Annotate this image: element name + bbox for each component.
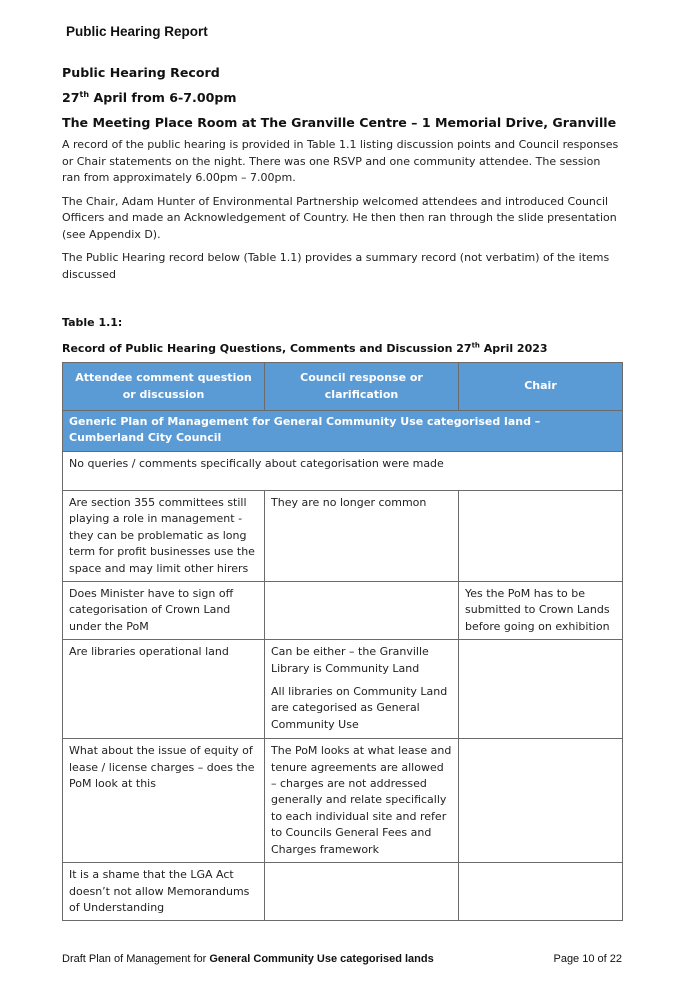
- table-caption-suffix: th: [471, 341, 480, 350]
- chair-cell: [459, 739, 623, 863]
- table-row: [63, 640, 623, 739]
- table-section-row: [63, 411, 623, 452]
- comment-cell: Are libraries operational land: [63, 640, 265, 739]
- footer-title-bold: General Community Use categorised lands: [209, 953, 434, 965]
- section-heading: Generic Plan of Management for General Community Use categorised land – Cumberland City Council: [63, 411, 623, 452]
- table-caption-pre: Record of Public Hearing Questions, Comments and Discussion 27: [62, 342, 472, 355]
- table-label: Table 1.1:: [62, 316, 123, 329]
- hearing-record-section: [62, 62, 622, 356]
- chair-cell: [459, 491, 623, 582]
- chair-cell: [459, 863, 623, 921]
- record-location: The Meeting Place Room at The Granville Centre – 1 Memorial Drive, Granville: [62, 115, 617, 130]
- record-date-day: 27: [62, 90, 80, 105]
- response-cell: [265, 640, 459, 739]
- record-title: Public Hearing Record: [62, 65, 220, 80]
- response-cell: [265, 863, 459, 921]
- record-date-rest: April from 6-7.00pm: [89, 90, 237, 105]
- comment-cell: It is a shame that the LGA Act doesn’t not allow Memorandums of Understanding: [63, 863, 265, 921]
- chair-cell: Yes the PoM has to be submitted to Crown Lands before going on exhibition: [459, 582, 623, 640]
- header-chair: Chair: [459, 363, 623, 411]
- footer-title-plain: Draft Plan of Management for: [62, 953, 210, 965]
- table-note-row: [63, 452, 623, 491]
- response-cell: They are no longer common: [265, 491, 459, 582]
- categorisation-note: No queries / comments specifically about categorisation were made: [63, 452, 623, 491]
- summary-paragraph: The Public Hearing record below (Table 1.1) provides a summary record (not verbatim) of the items discussed: [62, 251, 610, 281]
- response-text: Can be either – the Granville Library is Community Land: [271, 645, 429, 675]
- intro-paragraph: A record of the public hearing is provided in Table 1.1 listing discussion points and Council responses or Chair statements on the night. There was one RSVP and one community attendee. The session ran from approximately 6.00pm – 7.00pm.: [62, 138, 619, 184]
- comment-cell: What about the issue of equity of lease / license charges – does the PoM look at this: [63, 739, 265, 863]
- record-date-suffix: th: [79, 89, 90, 99]
- table-caption: [62, 341, 622, 356]
- table-row: [63, 863, 623, 921]
- response-cell: The PoM looks at what lease and tenure agreements are allowed – charges are not addressed generally and relate specifically to each individual site and refer to Councils General Fees and Charges framework: [265, 739, 459, 863]
- comment-cell: Are section 355 committees still playing a role in management - they can be problematic as long term for profit businesses use the space and may limit other hirers: [63, 491, 265, 582]
- header-attendee-comment: Attendee comment question or discussion: [63, 363, 265, 411]
- header-council-response: Council response or clarification: [265, 363, 459, 411]
- response-text-2: All libraries on Community Land are categorised as General Community Use: [271, 685, 448, 731]
- response-cell: [265, 582, 459, 640]
- record-date: [62, 89, 622, 106]
- table-row: [63, 491, 623, 582]
- chair-paragraph: The Chair, Adam Hunter of Environmental Partnership welcomed attendees and introduced Council Officers and made an Acknowledgement of Country. He then then ran through the slide presentation (see Appendix D).: [62, 194, 617, 241]
- footer-document-title: [62, 953, 434, 965]
- report-header-title: Public Hearing Report: [66, 24, 208, 39]
- table-header-row: [63, 363, 623, 411]
- table-row: [63, 582, 623, 640]
- chair-cell: [459, 640, 623, 739]
- comment-cell: Does Minister have to sign off categorisation of Crown Land under the PoM: [63, 582, 265, 640]
- table-row: [63, 739, 623, 863]
- page-number: Page 10 of 22: [553, 953, 622, 965]
- hearing-record-table: [62, 362, 623, 921]
- table-caption-post: April 2023: [479, 342, 548, 355]
